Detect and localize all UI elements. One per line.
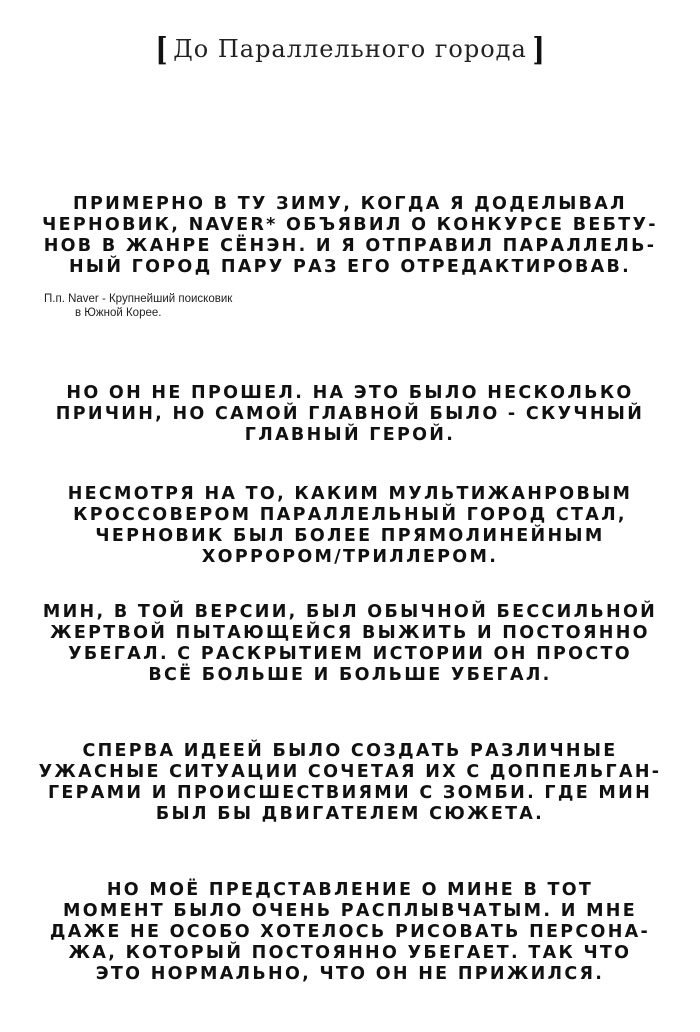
paragraph-line: НЕСМОТРЯ НА ТО, КАКИМ МУЛЬТИЖАНРОВЫМ: [67, 484, 633, 504]
paragraph-6: [30, 880, 670, 985]
footnote-line: П.п. Naver - Крупнейший поисковик: [44, 293, 233, 305]
title-bracket-open: [: [155, 30, 168, 68]
paragraph-line: МОМЕНТ БЫЛО ОЧЕНЬ РАСПЛЫВЧАТЫМ. И МНЕ: [63, 901, 637, 921]
paragraph-line: ЧЕРНОВИК БЫЛ БОЛЕЕ ПРЯМОЛИНЕЙНЫМ: [95, 526, 605, 546]
paragraph-line: ПРИМЕРНО В ТУ ЗИМУ, КОГДА Я ДОДЕЛЫВАЛ: [73, 194, 627, 214]
paragraph-4: [30, 602, 670, 686]
page-title: До Параллельного города: [173, 35, 527, 63]
paragraph-line: ГЕРАМИ И ПРОИСШЕСТВИЯМИ С ЗОМБИ. ГДЕ МИН: [47, 783, 653, 803]
title-bracket-close: ]: [532, 30, 545, 68]
paragraph-line: ЖЕРТВОЙ ПЫТАЮЩЕЙСЯ ВЫЖИТЬ И ПОСТОЯННО: [50, 623, 650, 643]
paragraph-line: ВСЁ БОЛЬШЕ И БОЛЬШЕ УБЕГАЛ.: [148, 665, 552, 685]
paragraph-line: НО ОН НЕ ПРОШЕЛ. НА ЭТО БЫЛО НЕСКОЛЬКО: [66, 383, 634, 403]
paragraph-line: НОВ В ЖАНРЕ СЁНЭН. И Я ОТПРАВИЛ ПАРАЛЛЕЛЬ-: [43, 236, 657, 256]
page-header: [0, 30, 700, 68]
paragraph-line: ЧЕРНОВИК, NAVER* ОБЪЯВИЛ О КОНКУРСЕ ВЕБТУ-: [42, 215, 658, 235]
paragraph-line: ЖА, КОТОРЫЙ ПОСТОЯННО УБЕГАЕТ. ТАК ЧТО: [68, 943, 632, 963]
paragraph-3: [30, 484, 670, 568]
paragraph-1: [30, 194, 670, 278]
paragraph-line: КРОССОВЕРОМ ПАРАЛЛЕЛЬНЫЙ ГОРОД СТАЛ,: [73, 505, 627, 525]
paragraph-line: НО МОЁ ПРЕДСТАВЛЕНИЕ О МИНЕ В ТОТ: [106, 880, 594, 900]
paragraph-line: НЫЙ ГОРОД ПАРУ РАЗ ЕГО ОТРЕДАКТИРОВАВ.: [68, 257, 632, 277]
paragraph-5: [30, 741, 670, 825]
paragraph-2: [30, 383, 670, 446]
paragraph-line: ЭТО НОРМАЛЬНО, ЧТО ОН НЕ ПРИЖИЛСЯ.: [95, 964, 605, 984]
footnote: [44, 292, 344, 320]
paragraph-line: ХОРРОРОМ/ТРИЛЛЕРОМ.: [201, 547, 499, 567]
paragraph-line: ДАЖЕ НЕ ОСОБО ХОТЕЛОСЬ РИСОВАТЬ ПЕРСОНА-: [49, 922, 651, 942]
paragraph-line: ПРИЧИН, НО САМОЙ ГЛАВНОЙ БЫЛО - СКУЧНЫЙ: [55, 404, 645, 424]
paragraph-line: МИН, В ТОЙ ВЕРСИИ, БЫЛ ОБЫЧНОЙ БЕССИЛЬНОЙ: [42, 602, 658, 622]
paragraph-line: СПЕРВА ИДЕЕЙ БЫЛО СОЗДАТЬ РАЗЛИЧНЫЕ: [82, 741, 618, 761]
paragraph-line: УЖАСНЫЕ СИТУАЦИИ СОЧЕТАЯ ИХ С ДОППЕЛЬГАН-: [38, 762, 662, 782]
footnote-line: в Южной Корее.: [75, 307, 162, 319]
paragraph-line: ГЛАВНЫЙ ГЕРОЙ.: [244, 425, 456, 445]
paragraph-line: БЫЛ БЫ ДВИГАТЕЛЕМ СЮЖЕТА.: [155, 804, 545, 824]
paragraph-line: УБЕГАЛ. С РАСКРЫТИЕМ ИСТОРИИ ОН ПРОСТО: [68, 644, 632, 664]
